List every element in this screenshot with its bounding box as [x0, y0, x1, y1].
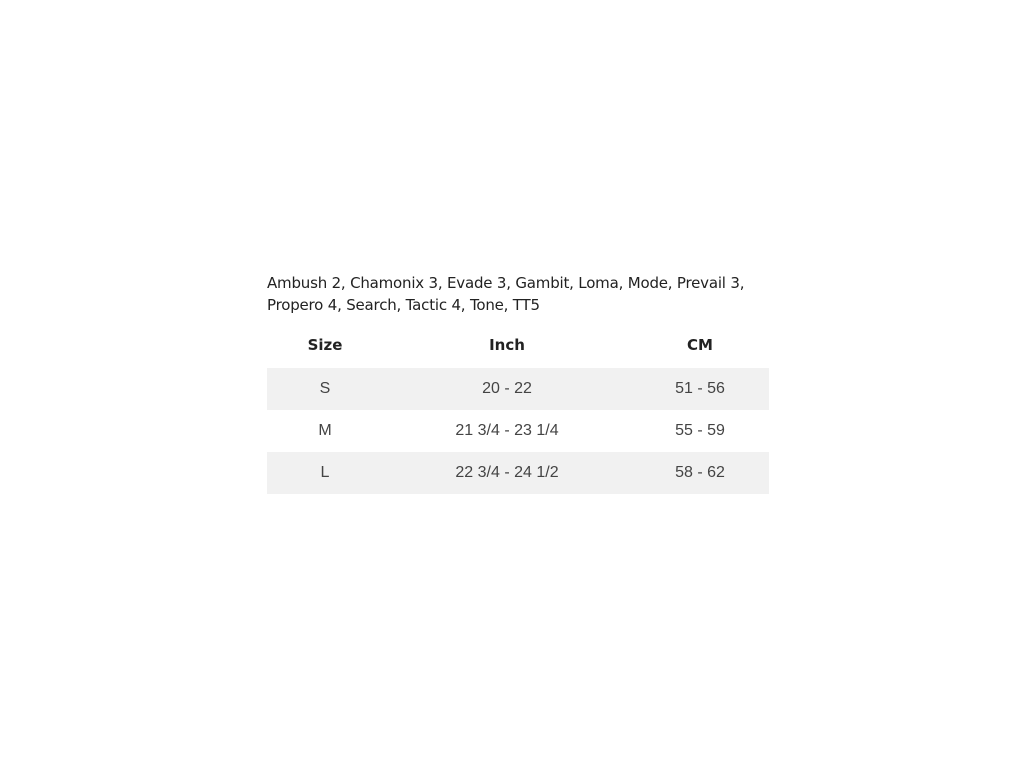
- table-header-row: [267, 326, 769, 368]
- cell-cm: 51 - 56: [631, 368, 769, 410]
- cell-cm: 58 - 62: [631, 452, 769, 494]
- chart-title: Ambush 2, Chamonix 3, Evade 3, Gambit, Loma, Mode, Prevail 3, Propero 4, Search, Tactic 4, Tone, TT5: [267, 274, 745, 314]
- table-row: [267, 452, 769, 494]
- header-inch: Inch: [489, 336, 525, 354]
- size-chart: [267, 272, 769, 494]
- header-cm: CM: [687, 336, 713, 354]
- cell-size: L: [267, 452, 383, 494]
- cell-inch: 20 - 22: [383, 368, 631, 410]
- table-row: [267, 368, 769, 410]
- cell-size: S: [267, 368, 383, 410]
- header-size: Size: [307, 336, 343, 354]
- cell-cm: 55 - 59: [631, 410, 769, 452]
- cell-inch: 21 3/4 - 23 1/4: [383, 410, 631, 452]
- size-table: [267, 326, 769, 494]
- cell-inch: 22 3/4 - 24 1/2: [383, 452, 631, 494]
- table-row: [267, 410, 769, 452]
- cell-size: M: [267, 410, 383, 452]
